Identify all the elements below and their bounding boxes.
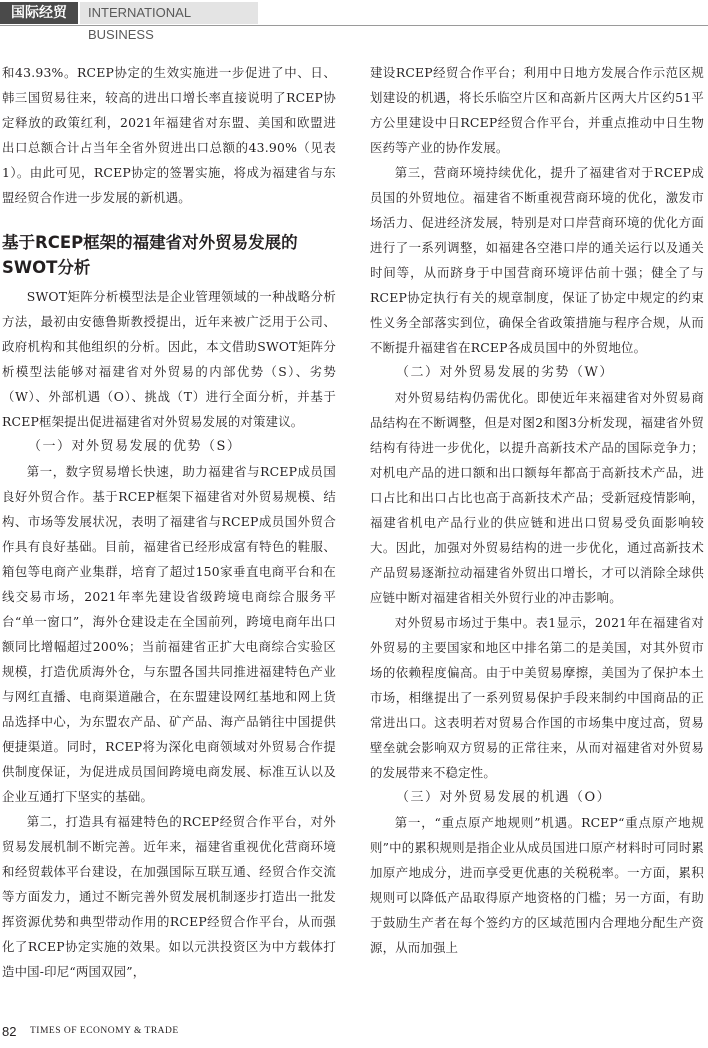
page-header bbox=[0, 0, 708, 42]
paragraph: 对外贸易结构仍需优化。即使近年来福建省对外贸易商品结构在不断调整，但是对图2和图3分析发现，福建省外贸结构有待进一步优化，以提升高新技术产品的国际竞争力；对机电产品的进口额和出口额每年都高于高新技术产品，进口占比和出口占比也高于高新技术产品；受新冠疫情影响，福建省机电产品行业的供应链和进出口贸易受负面影响较大。因此，加强对外贸易结构的进一步优化，通过高新技术产品贸易逐渐拉动福建省外贸出口增长，才可以消除全球供应链中断对福建省相关外贸行业的冲击影响。 bbox=[370, 390, 704, 605]
subheading-weaknesses: （二）对外贸易发展的劣势（W） bbox=[396, 365, 614, 380]
section-tag-chinese: 国际经贸 bbox=[0, 2, 78, 24]
section-tag-english: INTERNATIONAL BUSINESS bbox=[80, 2, 258, 24]
paragraph: 第二，打造具有福建特色的RCEP经贸合作平台，对外贸易发展机制不断完善。近年来，福建省重视优化营商环境和经贸载体平台建设，在加强国际互联互通、经贸合作交流等方面发力，通过不断完善外贸发展机制逐步打造出一批发挥资源优势和典型带动作用的RCEP经贸合作平台，从而强化了RCEP协定实施的效果。如以元洪投资区为中方载体打造中国-印尼“两国双园”， bbox=[2, 814, 336, 979]
paragraph: SWOT矩阵分析模型法是企业管理领域的一种战略分析方法，最初由安德鲁斯教授提出，近年来被广泛用于公司、政府机构和其他组织的分析。因此，本文借助SWOT矩阵分析模型法能够对福建省对外贸易的内部优势（S）、劣势（W）、外部机遇（O）、挑战（T）进行全面分析，并基于RCEP框架提出促进福建省对外贸易发展的对策建议。 bbox=[2, 289, 336, 429]
paragraph: 第一，数字贸易增长快速，助力福建省与RCEP成员国良好外贸合作。基于RCEP框架下福建省对外贸易规模、结构、市场等发展状况，表明了福建省与RCEP成员国外贸合作具有良好基础。目前，福建省已经形成富有特色的鞋服、箱包等电商产业集群，培育了超过150家垂直电商平台和在线交易市场，2021年率先建设省级跨境电商综合服务平台“单一窗口”，海外仓建设走在全国前列，跨境电商年出口额同比增幅超过200%；当前福建省正扩大电商综合实验区规模，打造优质海外仓，与东盟各国共同推进福建特色产业与网红直播、电商渠道融合，在东盟建设网红基地和网上货品选择中心，为东盟农产品、矿产品、海产品销往中国提供便捷渠道。同时，RCEP将为深化电商领域对外贸易合作提供制度保证，为促进成员国间跨境电商发展、标准互认以及企业互通打下坚实的基础。 bbox=[2, 464, 336, 804]
section-heading: 基于RCEP框架的福建省对外贸易发展的SWOT分析 bbox=[2, 233, 298, 277]
paragraph: 第三，营商环境持续优化，提升了福建省对于RCEP成员国的外贸地位。福建省不断重视营商环境的优化，激发市场活力、促进经济发展，特别是对口岸营商环境的优化方面进行了一系列调整，如福建各空港口岸的通关运行以及通关时间等，从而跻身于中国营商环境评估前十强；健全了与RCEP协定执行有关的规章制度，保证了协定中规定的约束性义务全部落实到位，确保全省政策措施与程序合规，从而不断提升福建省在RCEP各成员国中的外贸地位。 bbox=[370, 165, 704, 355]
page-number: 82 bbox=[2, 1024, 17, 1039]
paragraph: 第一，“重点原产地规则”机遇。RCEP“重点原产地规则”中的累积规则是指企业从成员国进口原产材料时可同时累加原产地成分，进而享受更优惠的关税税率。一方面，累积规则可以降低产品取得原产地资格的门槛；另一方面，有助于鼓励生产者在每个签约方的区域范围内合理地分配生产资源，从而加强上 bbox=[370, 815, 704, 955]
subheading-opportunities: （三）对外贸易发展的机遇（O） bbox=[396, 790, 612, 805]
subheading-strengths: （一）对外贸易发展的优势（S） bbox=[28, 439, 242, 454]
journal-title: TIMES OF ECONOMY & TRADE bbox=[30, 1026, 179, 1036]
left-column bbox=[2, 60, 336, 984]
header-rule bbox=[0, 25, 708, 26]
right-column bbox=[370, 60, 704, 960]
paragraph: 建设RCEP经贸合作平台；利用中日地方发展合作示范区规划建设的机遇，将长乐临空片区和高新片区两大片区约51平方公里建设中日RCEP经贸合作平台，并重点推动中日生物医药等产业的协作发展。 bbox=[370, 65, 704, 155]
paragraph: 和43.93%。RCEP协定的生效实施进一步促进了中、日、韩三国贸易往来，较高的进出口增长率直接说明了RCEP协定释放的政策红利，2021年福建省对东盟、美国和欧盟进出口总额合计占当年全省外贸进出口总额的43.90%（见表1）。由此可见，RCEP协定的签署实施，将成为福建省与东盟经贸合作进一步发展的新机遇。 bbox=[2, 65, 336, 205]
paragraph: 对外贸易市场过于集中。表1显示，2021年在福建省对外贸易的主要国家和地区中排名第二的是美国，对其外贸市场的依赖程度偏高。由于中美贸易摩擦，美国为了保护本土市场，相继提出了一系列贸易保护手段来制约中国商品的正常进出口。这表明若对贸易合作国的市场集中度过高，贸易壁垒就会影响双方贸易的正常往来，从而对福建省对外贸易的发展带来不稳定性。 bbox=[370, 615, 704, 780]
